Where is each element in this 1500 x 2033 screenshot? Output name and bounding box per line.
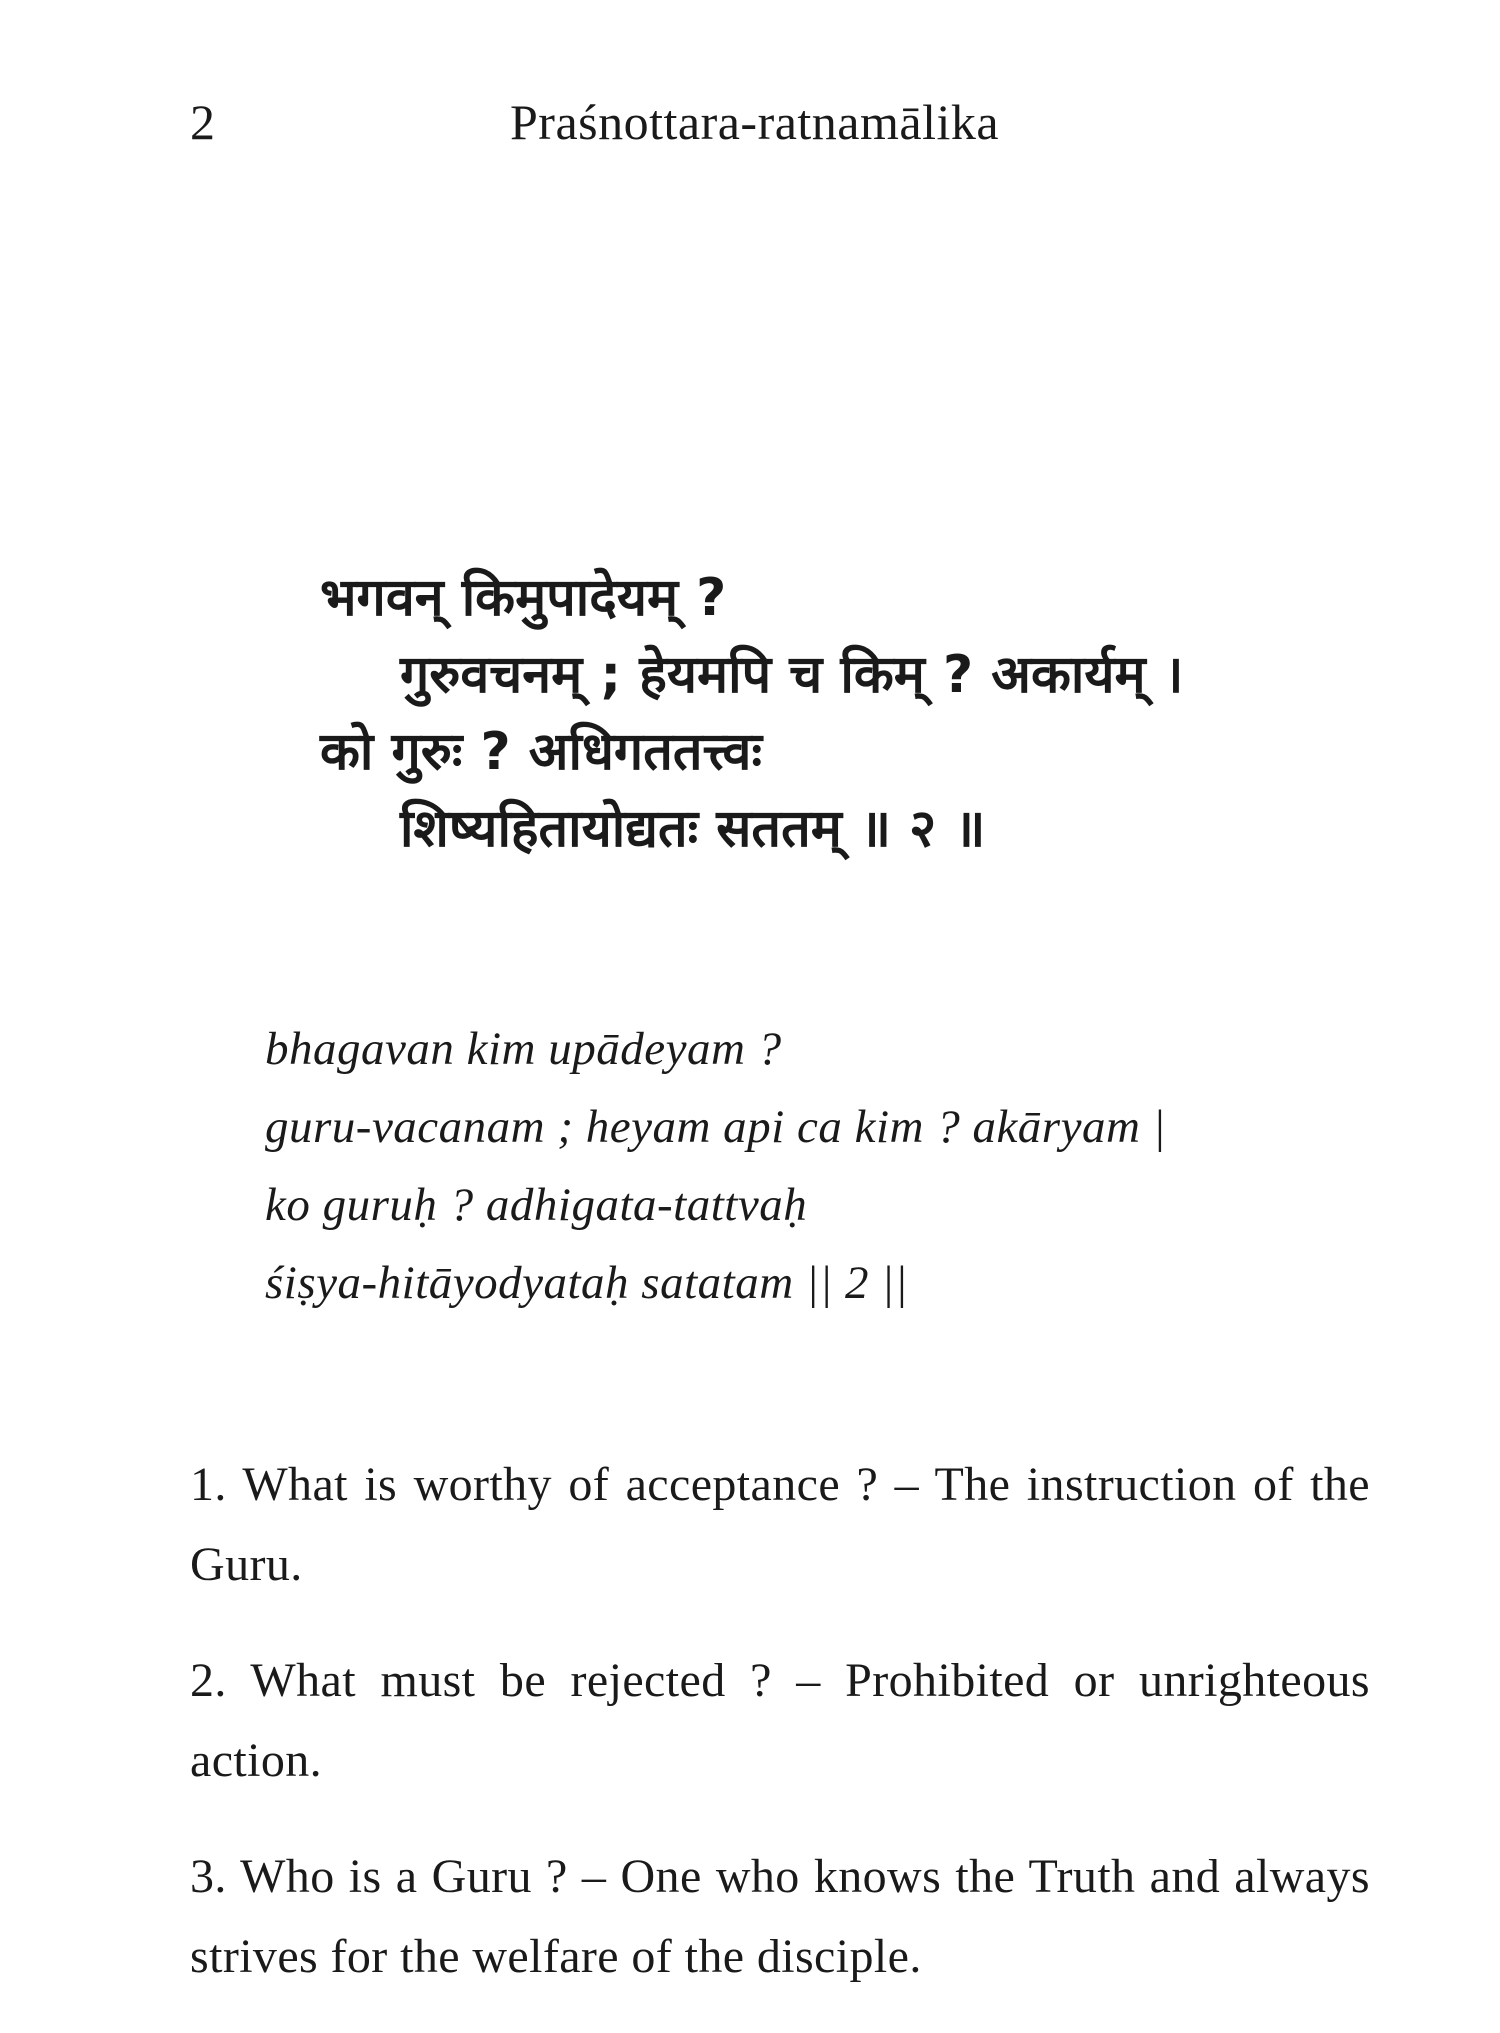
page-title: Praśnottara-ratnamālika <box>510 94 1000 150</box>
translation-paragraph: 1. What is worthy of acceptance ? – The instruction of the Guru. <box>190 1458 1370 1591</box>
translation <box>190 1445 1370 2033</box>
verse-line: भगवन् किमुपादेयम् ? <box>320 568 727 628</box>
translation-paragraph: 2. What must be rejected ? – Prohibited or unrighteous action. <box>190 1654 1370 1787</box>
translation-paragraph: 3. Who is a Guru ? – One who knows the Truth and always strives for the welfare of the disciple. <box>190 1850 1370 1983</box>
sanskrit-verse <box>320 560 1320 868</box>
verse-line: को गुरुः ? अधिगततत्त्वः <box>320 722 762 782</box>
transliteration-line: guru-vacanam ; heyam api ca kim ? akāryam | <box>265 1101 1167 1153</box>
transliteration-line: ko guruḥ ? adhigata-tattvaḥ <box>265 1179 808 1231</box>
verse-line: शिष्यहितायोद्यतः सततम् ॥ २ ॥ <box>400 799 986 859</box>
transliteration-line: śiṣya-hitāyodyataḥ satatam || 2 || <box>265 1257 909 1309</box>
transliteration <box>265 1010 1315 1322</box>
transliteration-line: bhagavan kim upādeyam ? <box>265 1023 782 1075</box>
running-head <box>0 92 1500 152</box>
verse-line: गुरुवचनम् ; हेयमपि च किम् ? अकार्यम् । <box>400 645 1184 705</box>
page-number: 2 <box>190 94 215 150</box>
